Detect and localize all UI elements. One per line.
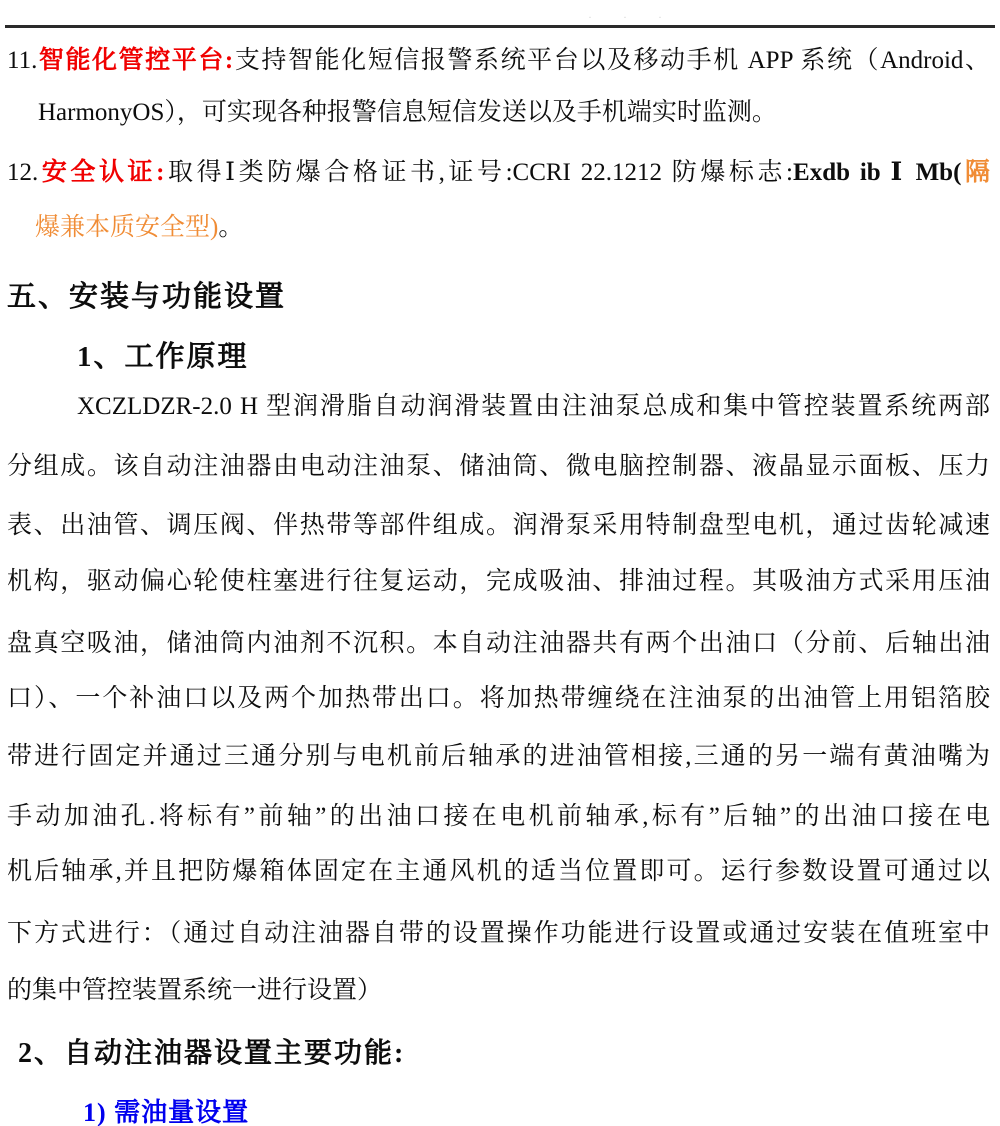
paragraph-line: 口）、一个补油口以及两个加热带出口。将加热带缠绕在注油泵的出油管上用铝箔胶 bbox=[7, 685, 990, 712]
list-item-11-line-1 bbox=[7, 45, 990, 77]
subsection-2-heading: 2、自动注油器设置主要功能: bbox=[18, 1038, 406, 1069]
list-item-11-number: 11. bbox=[7, 47, 38, 74]
explosion-proof-mark: Exdb ib Ⅰ Mb( bbox=[793, 159, 962, 186]
section-5-heading: 五、安装与功能设置 bbox=[7, 281, 287, 313]
paragraph-line: 分组成。该自动注油器由电动注油泵、储油筒、微电脑控制器、液晶显示面板、压力 bbox=[7, 453, 990, 480]
list-item-12-line-1 bbox=[7, 157, 990, 189]
paragraph-line: 带进行固定并通过三通分别与电机前后轴承的进油管相接,三通的另一端有黄油嘴为 bbox=[7, 743, 990, 770]
paragraph-line: 盘真空吸油，储油筒内油剂不沉积。本自动注油器共有两个出油口（分前、后轴出油 bbox=[7, 630, 990, 657]
paragraph-line: XCZLDZR-2.0 H 型润滑脂自动润滑装置由注油泵总成和集中管控装置系统两部 bbox=[77, 393, 990, 420]
list-item-12-label: 安全认证: bbox=[38, 159, 165, 186]
paragraph-line: 下方式进行：（通过自动注油器自带的设置操作功能进行设置或通过安装在值班室中 bbox=[7, 920, 990, 947]
header-rule bbox=[5, 25, 995, 28]
explosion-proof-type-start: 隔 bbox=[961, 159, 990, 186]
paragraph-line: 机后轴承,并且把防爆箱体固定在主通风机的适当位置即可。运行参数设置可通过以 bbox=[7, 858, 990, 885]
feature-1-label: 1) 需油量设置 bbox=[83, 1098, 250, 1126]
subsection-1-heading: 1、工作原理 bbox=[77, 341, 249, 373]
sentence-end: 。 bbox=[218, 214, 244, 241]
list-item-12-text: 取得Ⅰ类防爆合格证书,证号:CCRI 22.1212 防爆标志: bbox=[164, 159, 794, 186]
list-item-11-label: 智能化管控平台: bbox=[37, 47, 234, 74]
paragraph-line: 的集中管控装置系统一进行设置） bbox=[7, 977, 383, 1004]
list-item-11-text: 支持智能化短信报警系统平台以及移动手机 APP 系统（Android、 bbox=[233, 47, 990, 74]
list-item-11-line-2: HarmonyOS），可实现各种报警信息短信发送以及手机端实时监测。 bbox=[38, 99, 777, 126]
list-item-12-number: 12. bbox=[7, 159, 39, 186]
paragraph-line: 机构，驱动偏心轮使柱塞进行往复运动，完成吸油、排油过程。其吸油方式采用压油 bbox=[7, 568, 990, 595]
list-item-12-line-2 bbox=[7, 212, 990, 244]
explosion-proof-type-rest: 爆兼本质安全型) bbox=[35, 214, 219, 241]
paragraph-line: 表、出油管、调压阀、伴热带等部件组成。润滑泵采用特制盘型电机，通过齿轮减速 bbox=[7, 512, 990, 539]
paragraph-line: 手动加油孔.将标有”前轴”的出油口接在电机前轴承,标有”后轴”的出油口接在电 bbox=[7, 803, 990, 830]
header-faint-marks: · · · bbox=[588, 10, 676, 24]
